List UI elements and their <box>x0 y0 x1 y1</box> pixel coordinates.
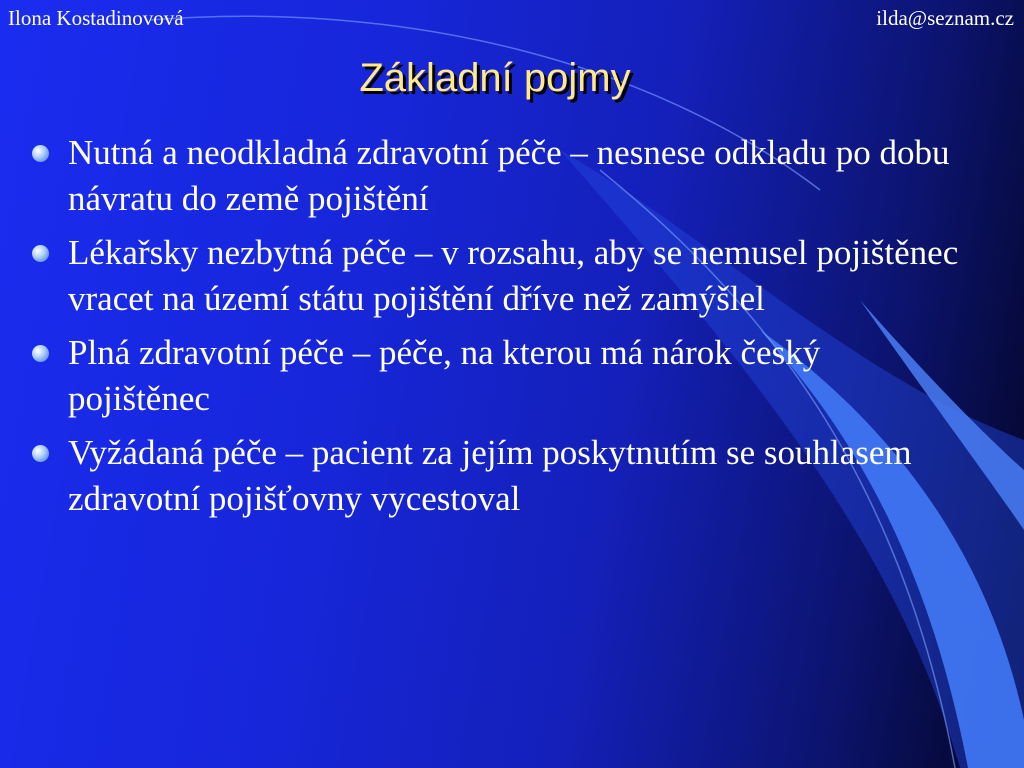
bullet-list <box>32 130 962 530</box>
bullet-dot-icon <box>32 445 49 462</box>
slide-title: Základní pojmy <box>359 56 631 100</box>
bullet-item <box>32 330 962 422</box>
bullet-dot-icon <box>32 345 49 362</box>
bullet-item <box>32 230 962 322</box>
bullet-dot-icon <box>32 245 49 262</box>
author-name: Ilona Kostadinovová <box>8 6 184 30</box>
bullet-item <box>32 130 962 222</box>
bullet-dot-icon <box>32 145 49 162</box>
bullet-text: Lékařsky nezbytná péče – v rozsahu, aby se nemusel pojištěnec vracet na území státu pojištění dříve než zamýšlel <box>68 233 959 318</box>
bullet-text: Plná zdravotní péče – péče, na kterou má nárok český pojištěnec <box>68 333 821 418</box>
bullet-text: Nutná a neodkladná zdravotní péče – nesnese odkladu po dobu návratu do země pojištění <box>68 133 950 218</box>
author-email: ilda@seznam.cz <box>876 6 1014 30</box>
bullet-text: Vyžádaná péče – pacient za jejím poskytnutím se souhlasem zdravotní pojišťovny vycestoval <box>68 433 912 518</box>
bullet-item <box>32 430 962 522</box>
